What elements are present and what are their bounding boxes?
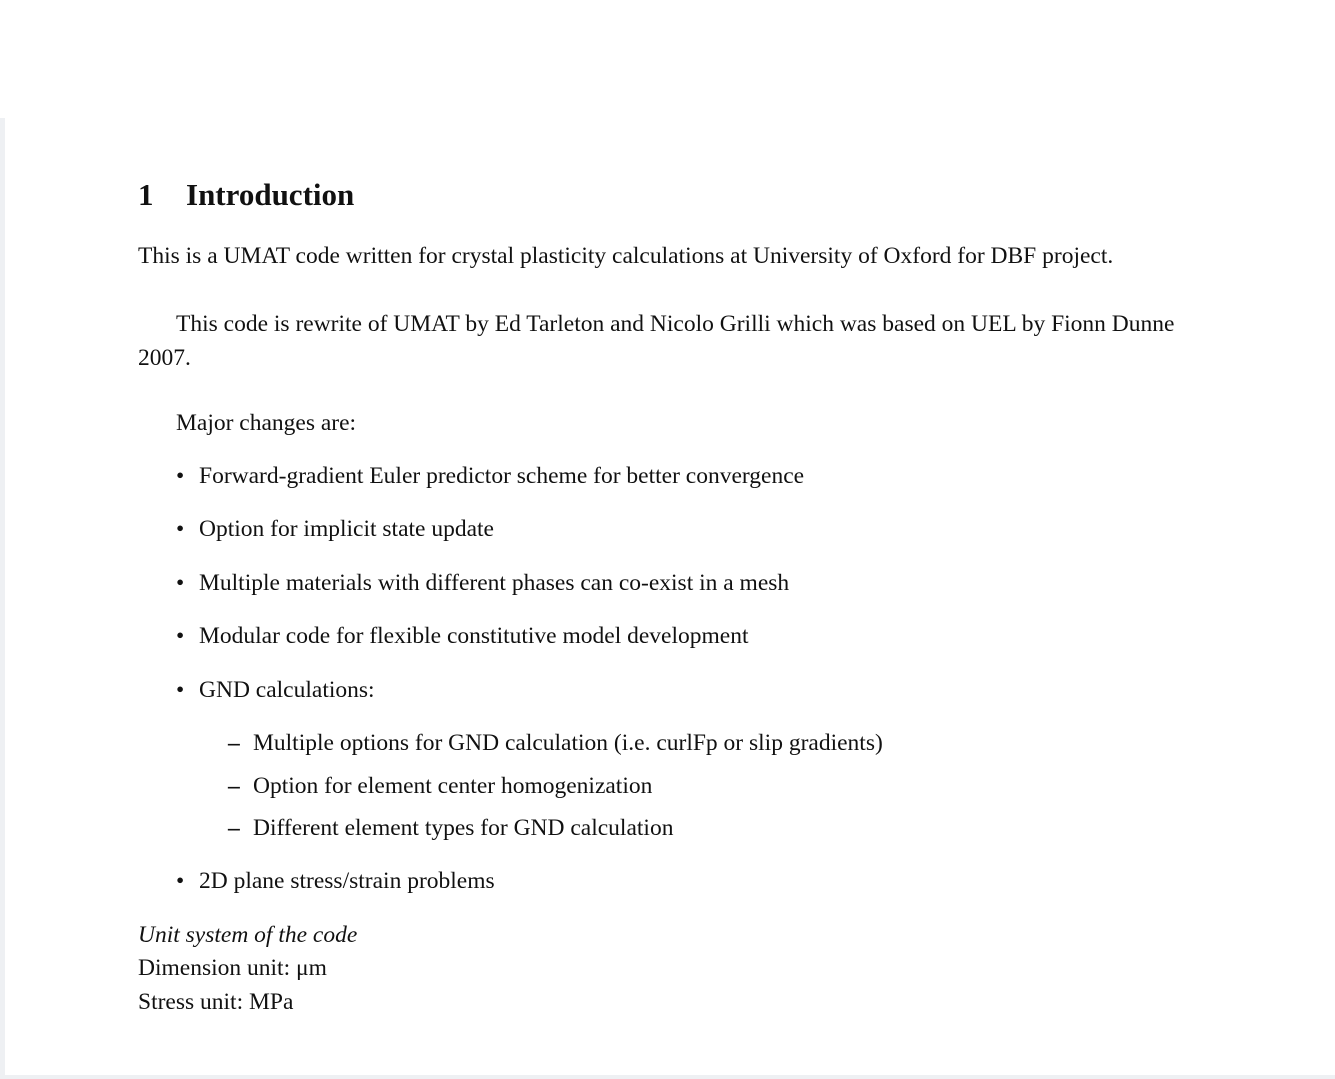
intro-paragraph: This is a UMAT code written for crystal plasticity calculations at University of Oxford for DBF project. <box>138 243 1114 269</box>
sub-list-item: – Multiple options for GND calculation (i.e. curlFp or slip gradients) <box>228 730 883 756</box>
dimension-unit: Dimension unit: μm <box>138 955 327 981</box>
list-item: • 2D plane stress/strain problems <box>176 868 495 894</box>
changes-label: Major changes are: <box>176 410 357 436</box>
sub-list-item: – Option for element center homogenization <box>228 773 653 799</box>
list-item: • GND calculations: <box>176 677 375 703</box>
list-item: • Option for implicit state update <box>176 516 494 542</box>
list-item: • Modular code for flexible constitutive model development <box>176 623 749 649</box>
page-left-edge <box>0 118 5 1079</box>
units-heading: Unit system of the code <box>138 922 358 948</box>
stress-unit: Stress unit: MPa <box>138 989 294 1015</box>
sub-list-item: – Different element types for GND calculation <box>228 815 674 841</box>
rewrite-paragraph: This code is rewrite of UMAT by Ed Tarleton and Nicolo Grilli which was based on UEL by Fionn Dunne 2007. <box>138 311 1175 371</box>
list-item: • Multiple materials with different phases can co-exist in a mesh <box>176 570 790 596</box>
list-item: • Forward-gradient Euler predictor scheme for better convergence <box>176 463 805 489</box>
page-bottom-edge <box>0 1075 1335 1079</box>
section-heading: 1 Introduction <box>138 177 355 212</box>
